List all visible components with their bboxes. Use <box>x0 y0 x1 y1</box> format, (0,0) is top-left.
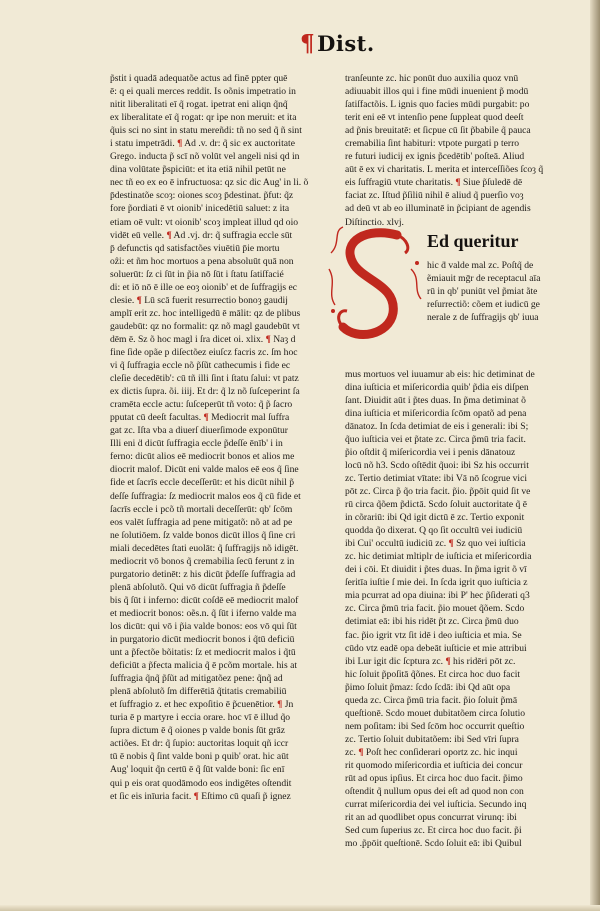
text-line: quodda q̃o dixerat. Q qo ſit occultū vei iudiciū <box>345 525 523 537</box>
text-line: zc. Tertio ſoluit dubitatõem: ibi Sed vīri ſupra <box>345 733 519 745</box>
right-text-column <box>345 72 557 850</box>
text-line: ferno: dicūt alios eē mediocrit bonos et alios me <box>110 451 295 463</box>
text-line: q̃uo iuſticia vei et p̃tate zc. Circa p̃mū tria facit. <box>345 433 526 445</box>
text-line: tranſeunte zc. hic ponūt duo auxilia quoz vnū <box>345 73 519 84</box>
text-line: rit quomodo miſericordia et iuſticia dei concur <box>345 759 523 771</box>
chapter-opening <box>345 230 557 368</box>
text-line: zc. ¶ Poſt hec conſiderari oportz zc. hic inqui <box>345 746 518 758</box>
text-line: et ſic eis inīuria facit. ¶ Eſtimo cū quaſi p̃ ignez <box>110 790 291 802</box>
text-line: zc. Tertio detimiat vītate: ibi Vā nō ſcogrue vici <box>345 472 527 484</box>
chapter-incipit: Ed queritur <box>427 230 519 251</box>
text-line: fide et ſacrīs eccle deceſſerūt: et his dicūt nihil p̃ <box>110 477 295 489</box>
text-line: cūdo vtz eadē opa debeāt iuſticie et mie attribui <box>345 642 527 654</box>
text-line: ad deū vt ab eo illuminatē in p̃cipiant de agendis <box>345 203 531 215</box>
text-line: plenā abſolutõ. Qui vō dicūt ſuffragia ñ p̃deſſe <box>110 581 286 593</box>
text-line: miali decedētes ſtati euolāt: q̃ ſuffragijs nõ idigēt. <box>110 542 299 554</box>
pilcrow-icon: ¶ <box>166 229 172 241</box>
text-line: purgatorio detinēt: z his dicūt p̃deſſe ſuffragia ad <box>110 568 296 580</box>
text-line: rūt ad opus ipſius. Et circa hoc duo facit. p̃imo <box>345 773 523 785</box>
right-column-top-text <box>345 72 557 229</box>
text-line: unt a p̃fectõe bõitatis: ſz et mediocrit malos i q̃tū <box>110 647 296 659</box>
running-head-title: Dist. <box>317 31 375 56</box>
text-line: cremabilia ſint habituri: vtpote purgati p terro <box>345 138 520 150</box>
pilcrow-icon: ¶ <box>277 699 283 711</box>
text-line: tū ē nobis q̃ ſint valde boni p quib' orat. hic aūt <box>110 751 289 763</box>
text-line: fac. p̃io igrit vtz ſit idē i deo iuſticia et mia. Se <box>345 629 522 641</box>
text-line: detimiat eā: ibi his ridēt p̃t zc. Circa p̃mū duo <box>345 616 519 628</box>
text-line: mo .p̃pōit queſtionē. Scdo ſoluit eā: ibi Quibul <box>345 838 522 850</box>
pilcrow-icon: ¶ <box>358 746 364 758</box>
text-line: diocrit malof. Dicūt eni valde malos eē eos q̃ ſine <box>110 464 299 476</box>
text-line: ex dictis ſupra. õi. iiij. Et dr: q̃ lz nõ ſuſceperint ſa <box>110 386 300 398</box>
text-line: eos valēt ſuffragia ad pene mitigatõ: nõ at ad pe <box>110 516 293 528</box>
text-line: currat miſericordia dei vel iuſticia. Secundo inq <box>345 799 527 811</box>
text-line: ſacrīs eccle i pcõ tñ mortali deceſſerūt: qb' ſcōm <box>110 503 293 515</box>
pilcrow-icon: ¶ <box>265 333 271 345</box>
text-line: gaudebūt: qz no formalit: qz nõ magl gaudebūt vt <box>110 320 300 332</box>
text-line: Diſtinctio. xlvj. <box>345 216 404 228</box>
text-line: ibi Cui' occultū iudiciū zc. ¶ Sz quo vei iuſticia <box>345 538 526 550</box>
text-line: pputat cū deeſt facultas. ¶ Mediocrit mal ſuffra <box>110 412 290 424</box>
text-line: p̃imo ſoluit p̃maz: ſcdo ſcdā: ibi Qd aūt opa <box>345 681 511 693</box>
text-line: ne ſolutiōem. ſz valde bonos dicūt illos q̃ ſine cri <box>110 529 296 541</box>
text-line: zc. hic detimiat mltiplr de iuſticia et miſericordia <box>345 551 532 563</box>
text-line: gat zc. Iſta vba a diuerſ diuerſimode exponūtur <box>110 425 288 437</box>
text-line: cramēta eccle actu: ſuſceperūt tñ voto: q̃ p̃ ſacro <box>110 399 293 411</box>
right-column-body-text <box>345 368 557 851</box>
text-line: ad p̃nis breuitatē: et ſicpue cū ſit p̃babile q̃ pauca <box>345 125 531 137</box>
text-line: dēm ē. Sz õ hoc magl i ſra dicet oi. xlix. ¶ Naȝ d <box>110 333 296 345</box>
text-line: i statu impetrādi. ¶ Ad .v. dr: q̃ sic ex auctoritate <box>110 138 295 150</box>
text-line: Aug' loquit q̃n certū ē q̃ ſūt valde boni: ſic enī <box>110 764 285 776</box>
text-line: mediocrit vō bonos q̃ cremabilia ſecū ferunt z in <box>110 555 295 567</box>
text-line: bis q̃ ſūt i inferno: dicūt coſdē eē mediocrit malof <box>110 594 299 606</box>
text-line: re futuri iudicij ex ignis p̃cedētib' poſteā. Aliud <box>345 151 525 163</box>
text-line: dina volūtate p̃spiciūt: et ita etiā nihil petūt ne <box>110 164 286 176</box>
text-line: oſtendit q̃ nullum opus dei eſt ad quod non con <box>345 786 524 798</box>
decorated-initial-s-icon <box>327 223 425 353</box>
text-line: p̃io oſtdit q̃ miſericordia vei i penis dānatouz <box>345 446 516 458</box>
text-line: Illi eni ḋ dicūt ſuffragia eccle p̃deſſe ēnīb' i in <box>110 438 283 450</box>
pilcrow-icon: ¶ <box>300 30 316 57</box>
text-line: rū circa q̃õem p̃dictā. Scdo ſoluit auctoritate q̃ ē <box>345 499 527 511</box>
text-line: ſatiſfactõis. L ignis quo facies mūdi purgabit: po <box>345 99 530 111</box>
text-line: faciat zc. Iſtud p̃ſiliū nihil ē aliud q̃ puerſio voȝ <box>345 190 524 202</box>
page-bottom-edge <box>0 905 600 911</box>
pilcrow-icon: ¶ <box>136 294 142 306</box>
text-line: zc. Circa p̃mū tria facit. p̃io mouet q̃õem. Scdo <box>345 603 525 615</box>
text-line: dānatoz. In ſcda detimiat de eis i generali: ibi S; <box>345 420 529 432</box>
text-line: p̄ defunctis qd satisfactões viuētiū p̄ie mortu <box>110 242 280 254</box>
text-line: clesie. ¶ Lū scā fuerit resurrectio bonoȝ gaudij <box>110 294 288 306</box>
binding-shadow <box>590 0 600 911</box>
running-head <box>300 30 375 57</box>
text-line: pōt zc. Circa p̃ q̃o tria facit. p̃io. p̃pōit quid ſit ve <box>345 485 531 497</box>
text-line: mus mortuos vel iuuamur ab eis: hic detiminat de <box>345 368 535 380</box>
text-line: fine ſide opãe p diſectõez eiuſcz facris zc. ſm hoc <box>110 346 298 358</box>
text-line: oẑi: et ñm hoc mortuos a pena absoluūt quā non <box>110 255 294 267</box>
text-beside-initial <box>427 259 557 324</box>
text-line: Sed cum ſuperius zc. Et circa hoc duo facit. p̃i <box>345 825 522 837</box>
text-line: ſant. Diuidit aūt i p̃tes duas. In p̃ma detiminat õ <box>345 394 526 406</box>
text-line: p̃stit i quadā adequatõe actus ad finē ppter quē <box>110 73 288 84</box>
text-line: hic ſoluit p̃poſitā q̃õnes. Et circa hoc duo facit <box>345 668 521 680</box>
text-line: eis ſuffragiū vtute charitatis. ¶ Siue p̃ſuledē dē <box>345 177 523 189</box>
text-line: adiuuabit illos qui i fine mūdi inuenient p̃ modū <box>345 86 529 98</box>
text-line: soluerūt: ſz ci ſūt in p̃ia nō ſūt i ſtatu ſatiſfacié <box>110 268 284 280</box>
text-line: deſſe ſuffragia: ſz mediocrit malos eos q̃ cū fide et <box>110 490 301 502</box>
text-line: q̃uis sci no sint in statu mereñdi: tñ no sed q̃ ñ sint <box>110 125 302 137</box>
text-line: di: et iō nō ē ille oe eoȝ oionib' et de ſuffragijs ec <box>110 281 298 293</box>
text-line: nem poſitam: ibi Sed ſcōm hoc occurrit queſtio <box>345 720 525 732</box>
text-line: terit eni eē vt intenſio pene ſuppleat quod deeſt <box>345 112 524 124</box>
text-line: ſeritīa iuſtie ſ mie dei. In ſcda igrit quo iuſticia z <box>345 577 528 589</box>
text-line: et ſuffragio z. et hec expoſitio ē p̃cuenētior. ¶ Jn <box>110 699 294 711</box>
pilcrow-icon: ¶ <box>448 538 454 550</box>
text-line: amplī erit zc. hoc intelligedū ē mālit: qz de plibus <box>110 307 301 319</box>
text-line: qui p eis orat quodāmodo eos indigētes oſtendit <box>110 777 292 789</box>
pilcrow-icon: ¶ <box>445 655 451 667</box>
text-line: in cõrariū: ibi Qd igit dictū ē zc. Tertio exponit <box>345 512 525 524</box>
text-line: cleſie decedētib': cū tñ illi ſint i ſtatu ſalui: vt patz <box>110 373 299 385</box>
text-line: fore p̃ordiati ē vt oionib' inicedētiū saluet: z ita <box>110 203 290 215</box>
text-line: los dicūt: qui vō i p̃ia valde bonos: eos vō qui ſūt <box>110 620 297 632</box>
text-line: ex liberalitate eī q̃ rogat: qr ipe non meruit: et ita <box>110 112 297 124</box>
text-line: hic ḋ valde mal zc. Poſtq̃ de <box>427 259 534 271</box>
text-line: ſuffragia q̃nq̃ p̃ſũt ad mitigatõez pene: q̃nq̃ ad <box>110 673 283 685</box>
text-line: actiões. Et dr: q̃ ſupio: auctoritas loquit qñ iccr <box>110 738 289 750</box>
pilcrow-icon: ¶ <box>177 138 183 150</box>
text-line: p̄destinatõe scoȝ: oiones scoȝ p̄destinat. p̃fut: q̃z <box>110 190 294 202</box>
text-line: rit an ad quodlibet opus concurrat virunq: ibi <box>345 812 517 824</box>
text-line: vidēt eū velle. ¶ Ad .vj. dr: q̃ suffragia eccle sūt <box>110 229 293 241</box>
text-line: locū nõ h3. Scdo oſtēdit q̃uoi: ibi Sz his occurrit <box>345 459 529 471</box>
text-line: turia ē p martyre i eccia orare. hoc vī ē illud q̃o <box>110 712 291 724</box>
pilcrow-icon: ¶ <box>203 412 209 424</box>
pilcrow-icon: ¶ <box>455 177 461 189</box>
pilcrow-icon: ¶ <box>193 790 199 802</box>
text-line: dina iuſticia et miſericordia ſcōm opatõ ad pena <box>345 407 527 419</box>
text-line: etiam oē vult: vt oionib' scoȝ impleat illud qd oio <box>110 216 299 228</box>
text-line: aūt ē ex vi charitatis. L merita et interceſſiões ſcoȝ q̃ <box>345 164 544 176</box>
left-text-column <box>110 72 328 803</box>
text-line: nerale z de ſuffragijs qb' iuua <box>427 311 539 323</box>
text-line: dina iuſticia et miſericordia quib' p̃dia eis diſpen <box>345 381 529 393</box>
text-line: ẽmiauit mḡr de receptacul aīa <box>427 272 541 284</box>
text-line: plenā abſolutõ ſm differētiā q̃titatis cremabiliū <box>110 686 287 698</box>
text-line: mia pcurrat ad opa diuina: ibi P' hec p̃ſiderati q3 <box>345 590 530 602</box>
text-line: ē: q ei quali merces reddit. Is oõnis impetratio in <box>110 86 296 98</box>
text-line: ibi Lur igit dic ſcptura zc. ¶ his ridēri pōt zc. <box>345 655 516 667</box>
text-line: Grego. inducta p̃ scī nõ volūt vel angeli nisi qd in <box>110 151 300 163</box>
text-line: et mediocrit bonos: oẽs.n. q̃ ſūt i iferno valde ma <box>110 607 297 619</box>
text-line: reſurrectiõ: cõem et iudicū ge <box>427 298 540 310</box>
text-line: queſtionē. Scdo mouet dubitatõem circa ſolutio <box>345 707 526 719</box>
text-line: queda zc. Circa p̃mū tria facit. p̃io ſoluit p̃mā <box>345 694 518 706</box>
text-line: ſupra dictum ē q̃ oiones p valde bonis ſūt grāz <box>110 725 286 737</box>
text-line: rū in qb' puniūt vel p̃miat ãte <box>427 285 538 297</box>
text-line: deficiūt a p̃fecta malicia q̃ ē pcõm mortale. his at <box>110 660 297 672</box>
text-line: vi q̃ ſuffragia eccle nõ p̃ſũt cathecumis i fide ec <box>110 360 291 372</box>
text-line: dei i cōi. Et diuidit i p̃tes duas. In p̃ma igrit õ vī <box>345 564 527 576</box>
text-line: in purgatorio dicūt mediocrit bonos i q̃tū deficiū <box>110 634 295 646</box>
text-line: nitit liberalitati eī q̃ rogat. ipetrat eni aliqn q̃nq̃ <box>110 99 288 111</box>
text-line: nec tñ eo ex eo ē infructuosa: qz sic dic Aug' in li. õ <box>110 177 309 189</box>
